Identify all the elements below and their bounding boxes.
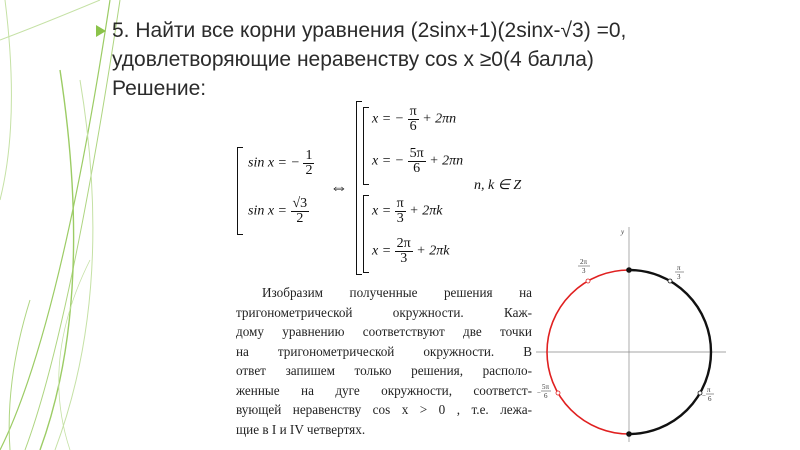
point-2pi-3 — [586, 279, 590, 283]
inner-bracket-k — [363, 195, 369, 273]
svg-text:3: 3 — [582, 267, 586, 275]
label-minus-5pi-6 — [537, 383, 551, 400]
point-minus-5pi-6 — [556, 391, 560, 395]
domain-n-k: n, k ∈ Z — [474, 178, 522, 193]
root-2: x = − $\frac{5\pi}{6}$ + 2πn — [372, 146, 464, 176]
svg-text:π: π — [707, 386, 711, 394]
label-minus-pi-6 — [702, 386, 714, 403]
left-eq1-num: 1 — [305, 148, 313, 163]
left-eq2-text: sin x = — [248, 203, 287, 219]
svg-text:5π: 5π — [542, 383, 550, 391]
left-bracket — [237, 147, 243, 235]
title-line-2: удовлетворяющие неравенству cos x ≥0(4 балла) — [112, 48, 594, 71]
left-equation-1 — [248, 149, 314, 178]
point-pi-3 — [668, 279, 672, 283]
label-pi-3 — [675, 264, 684, 281]
svg-text:−: − — [537, 389, 541, 397]
root-1: x = − $\frac{\pi}{6}$ + 2πn — [372, 104, 457, 134]
root-3: x = $\frac{\pi}{3}$ + 2πk — [372, 196, 443, 226]
left-eq2-den: 2 — [296, 211, 304, 226]
left-eq1-text: sin x = − — [248, 155, 300, 171]
unit-circle-diagram — [536, 222, 726, 442]
svg-text:6: 6 — [544, 392, 548, 400]
outer-bracket — [356, 101, 362, 275]
y-axis-label: y — [621, 228, 625, 236]
left-eq2-num: √3 — [292, 196, 308, 211]
svg-text:3: 3 — [677, 273, 681, 281]
left-equation-2 — [248, 197, 309, 226]
title-line-1: 5. Найти все корни уравнения (2sinx+1)(2sinx-√3) =0, — [112, 19, 627, 42]
slide-title — [112, 16, 792, 103]
explanation-paragraph: Изобразим полученные решения на тригонометрической окружности. Каж- дому уравнению соответствуют две точки на тригонометрической окружности. В ответ запишем только решения, располо- женные на дуге окружности, соответст- вующей неравенству cos x > 0 , т.е. лежа- щие в I и IV четвертях. — [236, 285, 532, 437]
svg-text:2π: 2π — [580, 258, 588, 266]
solution-image — [230, 97, 536, 440]
top-point — [626, 267, 632, 273]
svg-text:6: 6 — [708, 395, 712, 403]
label-2pi-3 — [578, 258, 590, 275]
bottom-point — [626, 431, 632, 437]
title-line-3: Решение: — [112, 77, 207, 100]
bullet-arrow-icon — [96, 25, 106, 37]
inner-bracket-n — [363, 107, 369, 185]
root-4: x = $\frac{2\pi}{3}$ + 2πk — [372, 236, 450, 266]
equivalence-sign: ⇔ — [330, 177, 348, 197]
left-eq1-den: 2 — [305, 163, 313, 178]
svg-text:−: − — [702, 392, 706, 400]
svg-text:π: π — [677, 264, 681, 272]
